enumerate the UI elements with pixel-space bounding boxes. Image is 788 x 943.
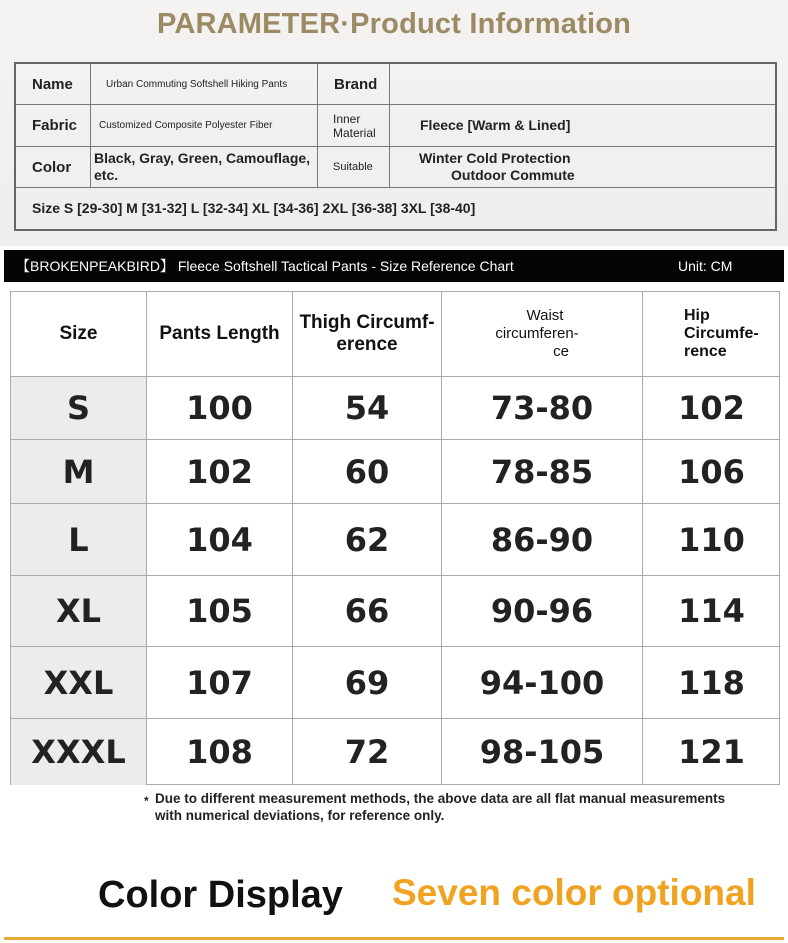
param-row-name xyxy=(16,64,775,105)
header-waist-line2: circumferen- xyxy=(495,325,579,342)
row-waist: 98-105 xyxy=(479,733,605,771)
row-size: XXL xyxy=(43,663,114,702)
row-hip: 114 xyxy=(678,592,745,630)
color-value-line1: Black, Gray, Green, Camouflage, xyxy=(94,150,311,166)
header-thigh-line2: erence xyxy=(336,334,398,355)
row-thigh: 72 xyxy=(344,733,390,771)
fabric-label: Fabric xyxy=(32,117,78,134)
brand-label: Brand xyxy=(334,75,378,93)
header-hip-line3: rence xyxy=(684,343,727,360)
seven-color-subtitle: Seven color optional xyxy=(392,872,756,913)
suitable-value-line1: Winter Cold Protection xyxy=(419,150,571,166)
row-waist: 90-96 xyxy=(490,592,594,630)
fabric-value: Customized Composite Polyester Fiber xyxy=(99,120,273,131)
size-range-line: Size S [29-30] M [31-32] L [32-34] XL [34-36] 2XL [36-38] 3XL [38-40] xyxy=(32,200,476,216)
row-thigh: 66 xyxy=(344,592,390,630)
row-hip: 106 xyxy=(678,452,745,491)
row-length: 108 xyxy=(186,733,253,771)
row-hip: 118 xyxy=(678,663,745,702)
table-row xyxy=(11,647,779,719)
row-size: S xyxy=(66,389,91,427)
parameter-table xyxy=(14,62,777,231)
inner-material-label-line2: Material xyxy=(333,125,376,140)
table-row xyxy=(11,440,779,504)
parameter-section xyxy=(0,0,788,246)
row-size: XL xyxy=(55,592,102,630)
size-reference-table xyxy=(10,291,780,785)
header-size: Size xyxy=(59,323,98,344)
row-length: 105 xyxy=(186,592,253,630)
note-asterisk: * xyxy=(144,794,149,808)
name-label: Name xyxy=(32,75,73,93)
header-pants-length: Pants Length xyxy=(159,323,280,344)
note-line2: with numerical deviations, for reference only. xyxy=(155,808,445,823)
header-waist-line1: Waist xyxy=(526,307,564,324)
row-size: L xyxy=(68,520,89,559)
row-hip: 102 xyxy=(678,389,745,427)
table-row xyxy=(11,504,779,576)
name-value: Urban Commuting Softshell Hiking Pants xyxy=(106,78,288,90)
table-row xyxy=(11,576,779,647)
parameter-title: PARAMETER·Product Information xyxy=(156,8,632,40)
row-length: 107 xyxy=(186,663,253,702)
row-thigh: 60 xyxy=(344,452,390,491)
row-length: 102 xyxy=(186,452,253,491)
row-length: 104 xyxy=(186,520,253,559)
color-value-line2: etc. xyxy=(94,167,119,183)
inner-material-label-line1: Inner xyxy=(333,111,361,126)
row-waist: 73-80 xyxy=(490,389,594,427)
row-thigh: 54 xyxy=(344,389,390,427)
row-waist: 94-100 xyxy=(479,663,605,702)
param-row-size xyxy=(16,188,775,229)
row-thigh: 62 xyxy=(344,520,390,559)
table-row xyxy=(11,719,779,785)
gold-divider xyxy=(4,937,784,940)
row-hip: 110 xyxy=(678,520,745,559)
note-line1: Due to different measurement methods, the above data are all flat manual measurements xyxy=(155,791,726,806)
header-hip-line1: Hip xyxy=(684,307,710,324)
header-thigh-line1: Thigh Circumf- xyxy=(299,312,435,333)
banner-title: 【BROKENPEAKBIRD】 Fleece Softshell Tactical Pants - Size Reference Chart xyxy=(16,258,514,274)
table-header-row xyxy=(11,292,779,377)
row-size: XXXL xyxy=(31,733,126,771)
row-waist: 78-85 xyxy=(490,452,594,491)
header-waist-line3: ce xyxy=(553,343,569,360)
suitable-value-line2: Outdoor Commute xyxy=(451,167,575,183)
banner-unit: Unit: CM xyxy=(678,258,733,274)
row-length: 100 xyxy=(186,389,253,427)
color-label: Color xyxy=(32,158,72,176)
row-size: M xyxy=(62,452,95,491)
row-hip: 121 xyxy=(678,733,745,771)
param-row-fabric xyxy=(16,105,775,147)
row-waist: 86-90 xyxy=(490,520,594,559)
header-hip-line2: Circumfe- xyxy=(684,325,759,342)
inner-material-value: Fleece [Warm & Lined] xyxy=(420,117,571,133)
size-chart-banner xyxy=(4,250,784,282)
table-row xyxy=(11,377,779,440)
param-row-color xyxy=(16,147,775,188)
row-thigh: 69 xyxy=(344,663,390,702)
suitable-label: Suitable xyxy=(333,161,373,173)
color-display-title: Color Display xyxy=(98,874,343,916)
